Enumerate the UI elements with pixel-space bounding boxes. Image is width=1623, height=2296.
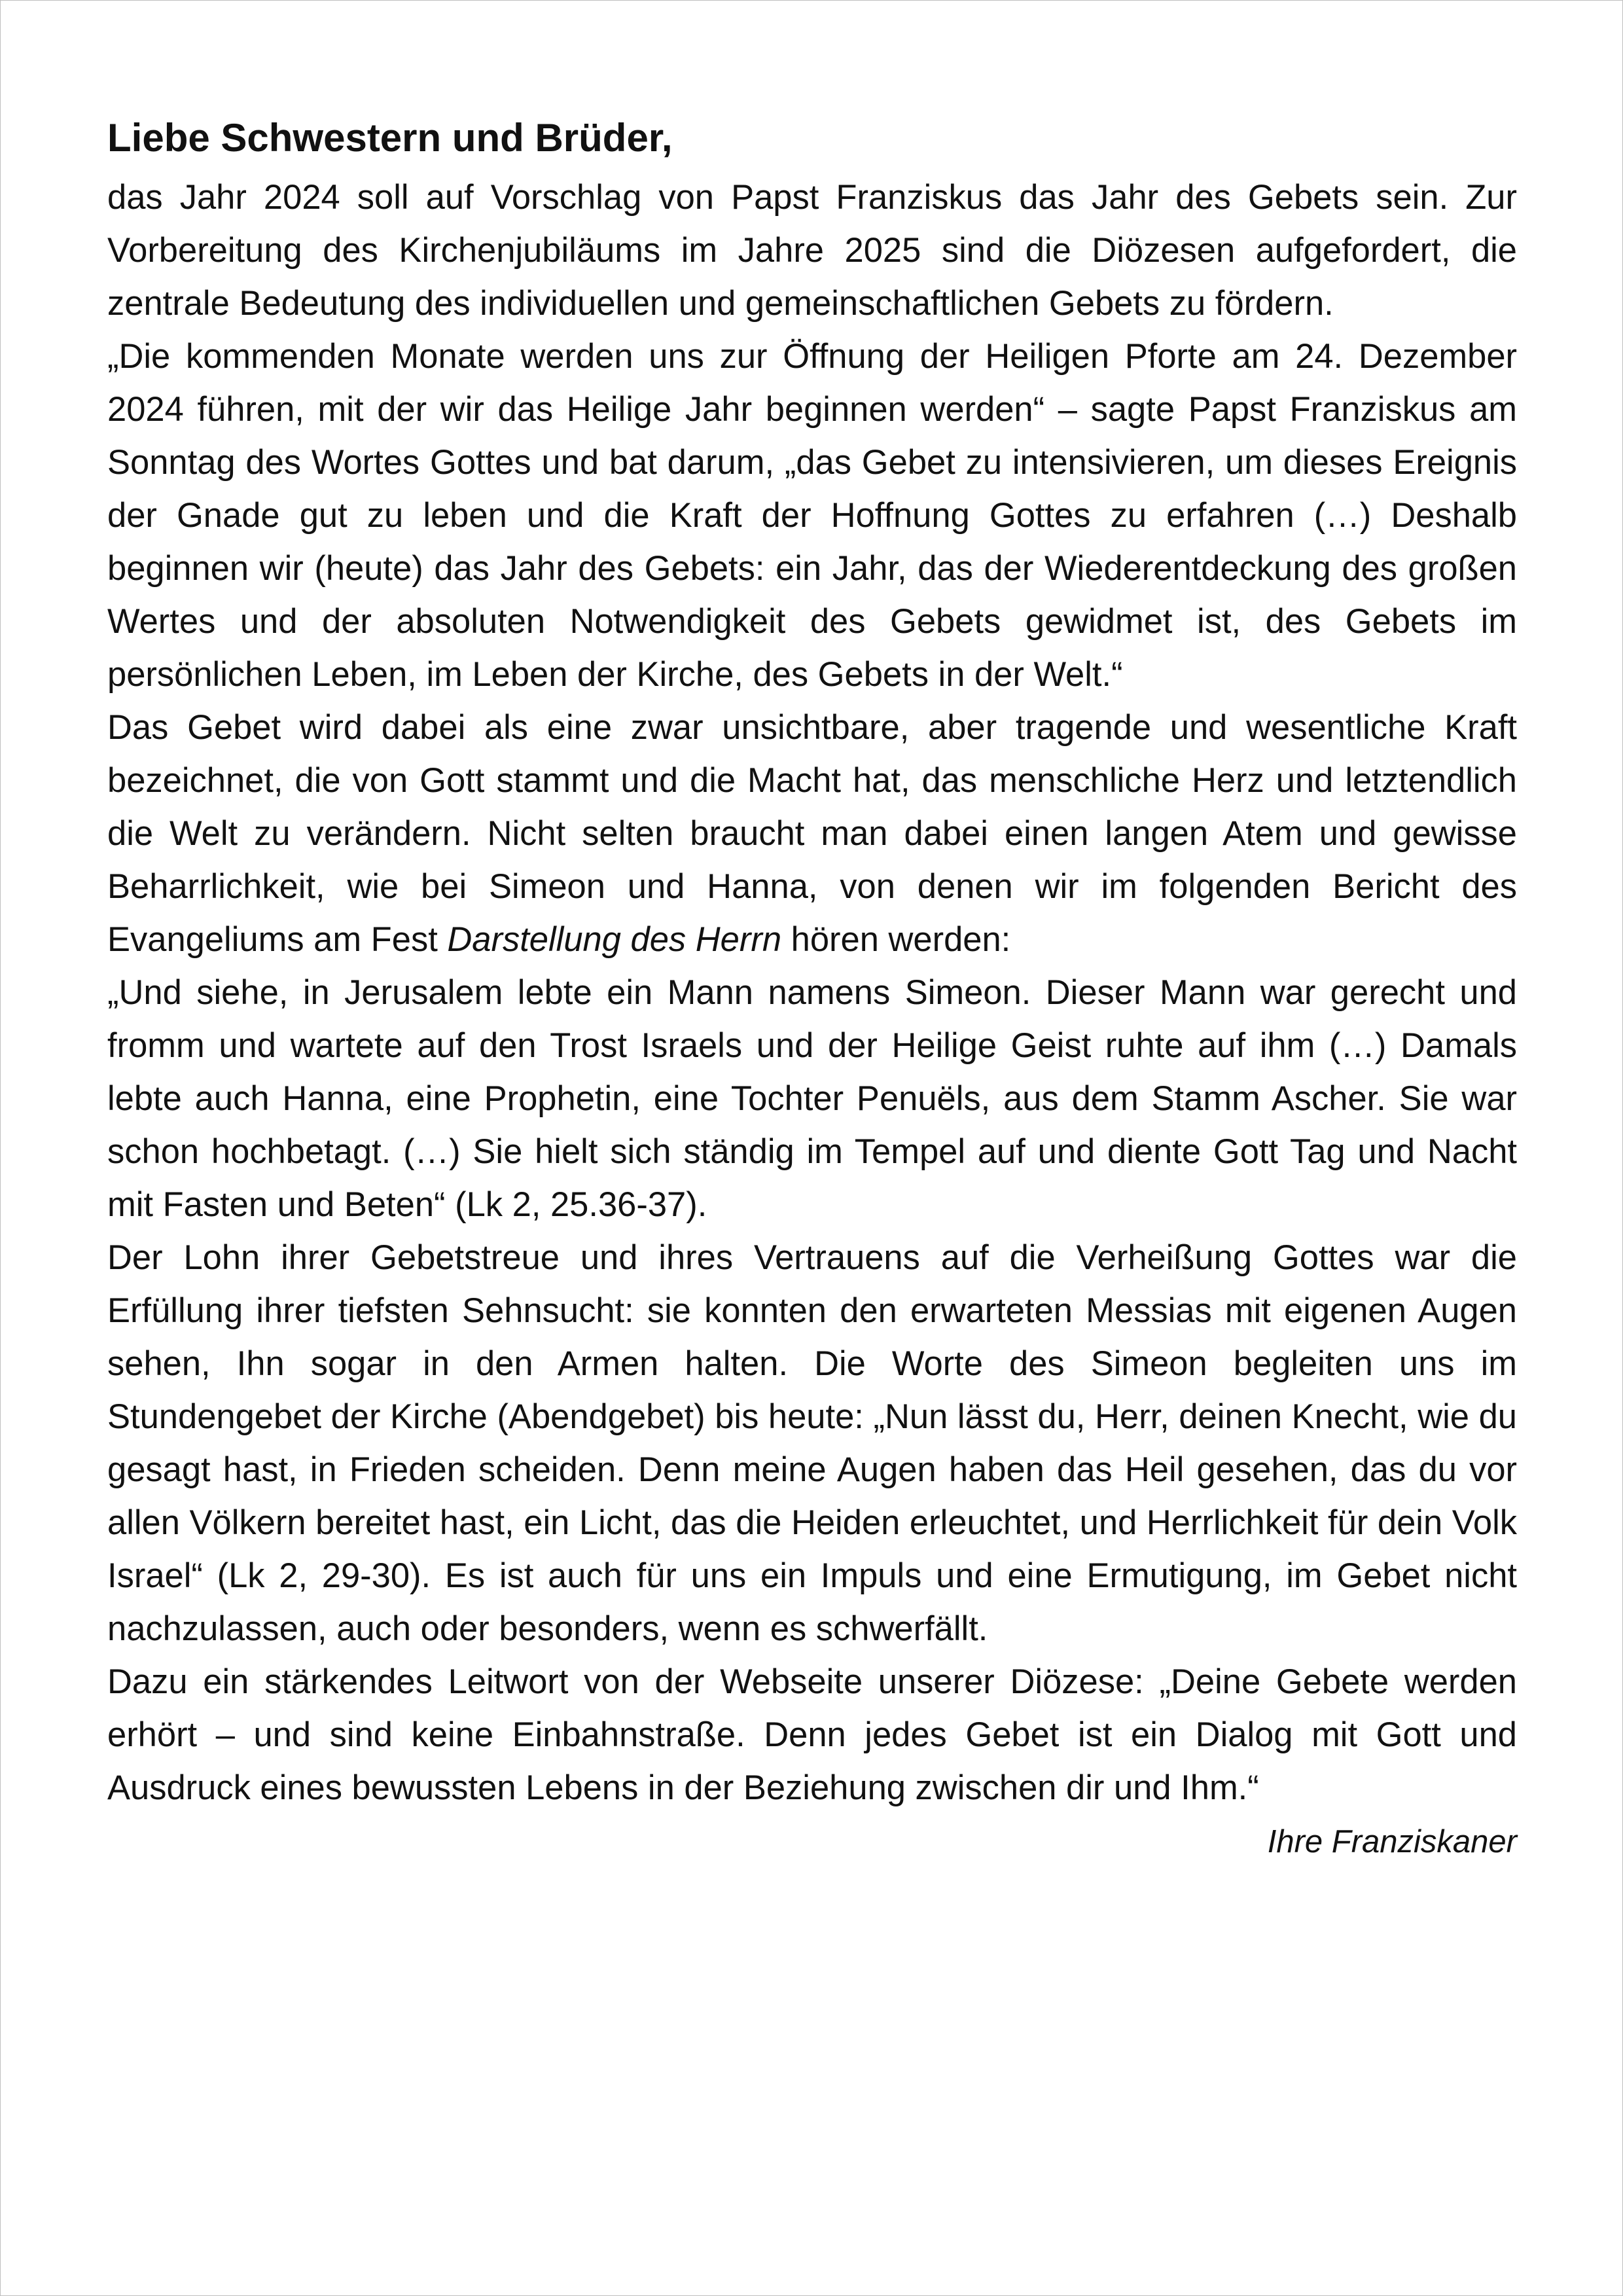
paragraph-pope-quote: „Die kommenden Monate werden uns zur Öffnung der Heiligen Pforte am 24. Dezember 2024 führen, mit der wir das Heilige Jahr beginnen werden“ – sagte Papst Franziskus am Sonntag des Wortes Gottes und bat darum, „das Gebet zu intensivieren, um dieses Ereignis der Gnade gut zu leben und die Kraft der Hoffnung Gottes zu erfahren (…) Deshalb beginnen wir (heute) das Jahr des Gebets: ein Jahr, das der Wiederentdeckung des großen Wertes und der absoluten Notwendigkeit des Gebets gewidmet ist, des Gebets im persönlichen Leben, im Leben der Kirche, des Gebets in der Welt.“ (107, 337, 1517, 694)
salutation: Liebe Schwestern und Brüder, (107, 116, 673, 160)
paragraph-gospel-quote: „Und siehe, in Jerusalem lebte ein Mann namens Simeon. Dieser Mann war gerecht und fromm und wartete auf den Trost Israels und der Heilige Geist ruhte auf ihm (…) Damals lebte auch Hanna, eine Prophetin, eine Tochter Penuëls, aus dem Stamm Ascher. Sie war schon hochbetagt. (…) Sie hielt sich ständig im Tempel auf und diente Gott Tag und Nacht mit Fasten und Beten“ (Lk 2, 25.36-37). (107, 973, 1517, 1224)
feast-name: Darstellung des Herrn (447, 920, 782, 959)
letter-body (107, 105, 1517, 1869)
paragraph-prayer-power-text: Das Gebet wird dabei als eine zwar unsichtbare, aber tragende und wesentliche Kraft bezeichnet, die von Gott stammt und die Macht hat, das menschliche Herz und letztendlich die Welt zu verändern. Nicht selten braucht man dabei einen langen Atem und gewisse Beharrlichkeit, wie bei Simeon und Hanna, von denen wir im folgenden Bericht des Evangeliums am Fest (107, 708, 1517, 959)
paragraph-diocese-motto: Dazu ein stärkendes Leitwort von der Webseite unserer Diözese: „Deine Gebete werden erhört – und sind keine Einbahnstraße. Denn jedes Gebet ist ein Dialog mit Gott und Ausdruck eines bewussten Lebens in der Beziehung zwischen dir und Ihm.“ (107, 1662, 1517, 1807)
signature: Ihre Franziskaner (1267, 1824, 1517, 1859)
paragraph-simeon: Der Lohn ihrer Gebetstreue und ihres Vertrauens auf die Verheißung Gottes war die Erfüllung ihrer tiefsten Sehnsucht: sie konnten den erwarteten Messias mit eigenen Augen sehen, Ihn sogar in den Armen halten. Die Worte des Simeon begleiten uns im Stundengebet der Kirche (Abendgebet) bis heute: „Nun lässt du, Herr, deinen Knecht, wie du gesagt hast, in Frieden scheiden. Denn meine Augen haben das Heil gesehen, das du vor allen Völkern bereitet hast, ein Licht, das die Heiden erleuchtet, und Herrlichkeit für dein Volk Israel“ (Lk 2, 29-30). Es ist auch für uns ein Impuls und eine Ermutigung, im Gebet nicht nachzulassen, auch oder besonders, wenn es schwerfällt. (107, 1238, 1517, 1648)
paragraph-prayer-power-end: hören werden: (781, 920, 1011, 959)
paragraph-prayer-power (107, 701, 1517, 966)
paragraph-intro: das Jahr 2024 soll auf Vorschlag von Papst Franziskus das Jahr des Gebets sein. Zur Vorbereitung des Kirchenjubiläums im Jahre 2025 sind die Diözesen aufgefordert, die zentrale Bedeutung des individuellen und gemeinschaftlichen Gebets zu fördern. (107, 178, 1517, 323)
